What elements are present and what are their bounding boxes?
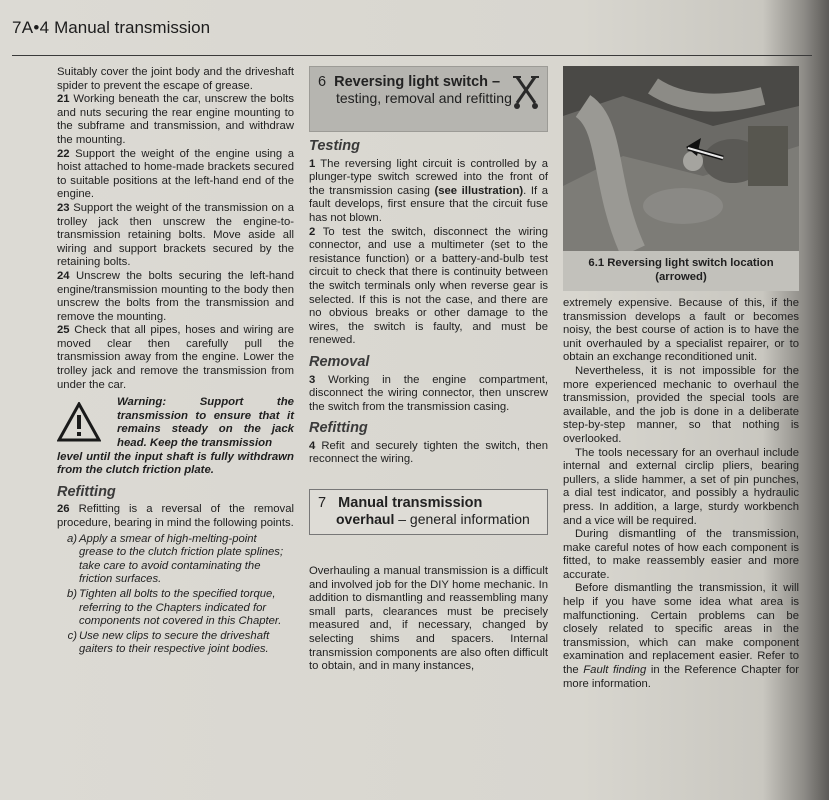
step-number: 24 bbox=[57, 269, 70, 282]
list-text: Apply a smear of high-melting-point grease to the clutch friction plate splines; take care to avoid contaminating the friction surfaces. bbox=[79, 532, 284, 586]
step-number: 2 bbox=[309, 225, 316, 238]
list-item bbox=[57, 630, 294, 657]
tools-icon bbox=[511, 73, 541, 111]
intro-paragraph: Suitably cover the joint body and the driveshaft spider to prevent the escape of grease. bbox=[57, 66, 294, 92]
step-text: Working in the engine compartment, disconnect the wiring connector, then unscrew the switch from the transmission casing. bbox=[309, 373, 549, 413]
step-number: 21 bbox=[57, 93, 70, 106]
step-text: To test the switch, disconnect the wiring connector, and use a multimeter (set to the resistance function) or a battery-and-bulb test circuit to check that there is continuity between the switch terminals only when reverse gear is selected. If this is not the case, and there are no obvious breaks or other damage to the wires, the switch is faulty, and must be renewed. bbox=[309, 225, 549, 347]
section-title: Reversing light switch – bbox=[334, 74, 501, 90]
step-text: Refit and securely tighten the switch, then reconnect the wiring. bbox=[309, 439, 548, 466]
step-24 bbox=[57, 270, 294, 324]
illustration-reference: (see illustration) bbox=[434, 184, 524, 197]
list-label: c) bbox=[67, 629, 77, 642]
column-2 bbox=[309, 66, 548, 674]
section-7-title bbox=[318, 495, 539, 511]
step-text: Check that all pipes, hoses and wiring are moved clear then carefully pull the transmission away from the engine. Lower the trolley jack and remove the transmission from under the car. bbox=[57, 324, 295, 391]
section-6-box bbox=[309, 66, 548, 132]
paragraph: Nevertheless, it is not impossible for the more experienced mechanic to overhaul the transmission, provided the special tools are available, and the job is done in a deliberate step-by-step manner, so that nothing is overlooked. bbox=[563, 364, 799, 445]
step-text: . If a fault develops, first ensure that the circuit fuse has not blown. bbox=[309, 184, 549, 224]
section-7-box bbox=[309, 489, 548, 535]
section-6-title bbox=[318, 74, 539, 90]
list-item bbox=[57, 533, 294, 587]
photo-caption: 6.1 Reversing light switch location (arrowed) bbox=[563, 251, 799, 291]
list-text: Tighten all bolts to the specified torque, referring to the Chapters indicated for components not covered in this Chapter. bbox=[79, 587, 282, 628]
section-number: 6 bbox=[318, 74, 327, 90]
step-text: The reversing light circuit is controlled by a plunger-type switch screwed into the front of the transmission casing bbox=[309, 157, 549, 197]
paragraph: extremely expensive. Because of this, if the transmission develops a fault or becomes noisy, the best course of action is to have the unit overhauled by a specialist repairer, or to obtain an exchange reconditioned unit. bbox=[563, 297, 799, 364]
refitting-heading-2: Refitting bbox=[309, 420, 368, 437]
page-header bbox=[12, 18, 210, 38]
list-item bbox=[57, 588, 294, 629]
step-3 bbox=[309, 374, 548, 415]
list-label: b) bbox=[66, 587, 77, 600]
step-23 bbox=[57, 202, 294, 270]
step-text: Refitting is a reversal of the removal procedure, bearing in mind the following points. bbox=[57, 503, 295, 529]
warning-triangle-icon bbox=[57, 402, 101, 442]
step-number: 26 bbox=[57, 503, 70, 516]
testing-heading: Testing bbox=[309, 138, 361, 154]
step-number: 4 bbox=[309, 439, 316, 452]
header-rule bbox=[12, 55, 812, 56]
step-22 bbox=[57, 148, 294, 202]
list-label: a) bbox=[66, 532, 77, 545]
step-26 bbox=[57, 503, 294, 530]
step-text: Support the weight of the engine using a hoist attached to home-made brackets secured to suitable positions at the left-hand end of the engine. bbox=[57, 147, 294, 201]
list-text: Use new clips to secure the driveshaft gaiters to their respective joint bodies. bbox=[79, 629, 270, 656]
step-number: 25 bbox=[57, 324, 70, 337]
step-number: 23 bbox=[57, 201, 70, 214]
warning-text: Warning: Support the transmission to ensure that it remains steady on the jack head. Keep the transmission bbox=[117, 396, 294, 450]
engine-illustration bbox=[563, 66, 799, 251]
engine-photo bbox=[563, 66, 799, 251]
overhaul-paragraph: Overhauling a manual transmission is a difficult and involved job for the DIY home mechanic. In addition to dismantling and reassembling many small parts, clearances must be precisely measured and, if necessary, changed by selecting shims and spacers. Internal transmission components are also often difficult to obtain, and in many instances, bbox=[309, 565, 548, 673]
removal-heading: Removal bbox=[309, 353, 370, 370]
step-text: Unscrew the bolts securing the left-hand engine/transmission mounting to the body then unscrew the bolts from the transmission and remove the mounting. bbox=[57, 269, 295, 323]
section-subtitle: – general information bbox=[394, 511, 530, 528]
step-text: Support the weight of the transmission on a trolley jack then unscrew the engine-to-transmission retaining bolts. Move aside all wiring and support brackets secured by the retaining bolts. bbox=[57, 201, 294, 269]
section-number: 7 bbox=[318, 495, 327, 512]
paragraph-text: in the Reference Chapter for more information. bbox=[563, 664, 800, 690]
step-25 bbox=[57, 324, 294, 392]
column-1 bbox=[57, 66, 294, 658]
paragraph: During dismantling of the transmission, make careful notes of how each component is fitted, to make reassembly easier and more accurate. bbox=[563, 528, 799, 581]
step-number: 22 bbox=[57, 147, 70, 160]
warning-box bbox=[57, 396, 294, 478]
page-number: 7A•4 bbox=[12, 18, 50, 37]
reference-title: Fault finding bbox=[583, 664, 647, 677]
paragraph: The tools necessary for an overhaul include internal and external circlip pliers, bearing pullers, a slide hammer, a set of pin punches, a dial test indicator, and possibly a hydraulic press. In addition, a large, sturdy workbench and a vice will be required. bbox=[563, 446, 799, 527]
step-4 bbox=[309, 440, 548, 467]
step-2 bbox=[309, 226, 548, 348]
section-6-subtitle: testing, removal and refitting bbox=[336, 90, 512, 106]
step-text: Working beneath the car, unscrew the bolts and nuts securing the rear engine mounting to the subframe and transmission, and withdraw the mounting. bbox=[57, 93, 294, 146]
column-3 bbox=[563, 66, 799, 691]
paragraph-text: Before dismantling the transmission, it will help if you have some idea what area is malfunctioning. Certain problems can be closely related to specific areas in the transmission, which can make component examination and replacement easier. Refer to the bbox=[563, 582, 799, 677]
step-number: 3 bbox=[309, 373, 316, 386]
section-title-2: overhaul bbox=[336, 511, 395, 528]
step-21 bbox=[57, 93, 294, 147]
section-title: Manual transmission bbox=[338, 495, 483, 512]
section-7-subtitle bbox=[318, 511, 539, 527]
warning-text-continued: level until the input shaft is fully withdrawn from the clutch friction plate. bbox=[57, 450, 294, 477]
step-1 bbox=[309, 158, 548, 226]
refitting-heading: Refitting bbox=[57, 483, 116, 500]
refitting-points bbox=[57, 533, 294, 657]
chapter-title: Manual transmission bbox=[54, 18, 211, 37]
step-number: 1 bbox=[309, 157, 316, 170]
paragraph bbox=[563, 582, 799, 691]
